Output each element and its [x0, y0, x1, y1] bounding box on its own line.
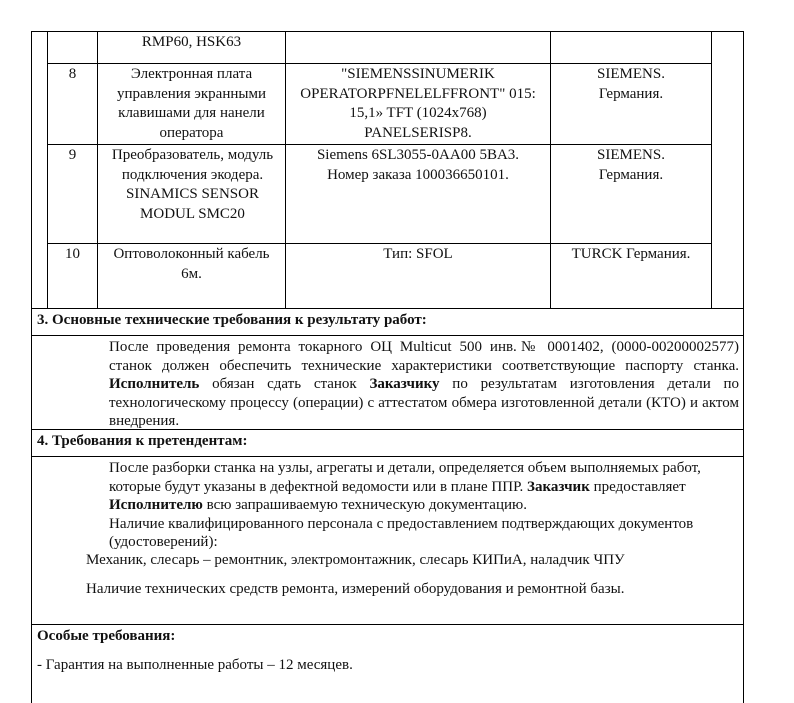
section4-heading-line	[31, 456, 744, 457]
row9-maker: SIEMENS. Германия.	[597, 147, 665, 183]
special-warranty: - Гарантия на выполненные работы – 12 месяцев.	[37, 657, 353, 673]
section3-customer: Заказчику	[369, 376, 440, 392]
section3-paragraph	[109, 338, 739, 431]
outer-border-left	[31, 31, 32, 703]
section4-customer: Заказчик	[527, 478, 590, 495]
section4-staff-text: Наличие квалифицированного персонала с предоставлением подтверждающих документов (удостоверений):	[109, 515, 694, 550]
section3-heading: 3. Основные технические требования к результату работ:	[37, 312, 427, 328]
row0-name: RMP60, HSK63	[141, 34, 242, 50]
section4-equipment: Наличие технических средств ремонта, измерений оборудования и ремонтной базы.	[86, 581, 625, 597]
section4-text-2: предоставляет	[589, 478, 686, 495]
row9-name: Преобразователь, модуль подключения экодера. SINAMICS SENSOR MODUL SMC20	[111, 147, 274, 222]
row-line-1	[47, 63, 712, 64]
row8-name: Электронная плата управления экранными клавишами для нанели оператора	[117, 66, 266, 141]
row9-num: 9	[68, 147, 77, 163]
row10-name: Оптоволоконный кабель 6м.	[113, 246, 270, 282]
section3-text-2: обязан сдать станок	[199, 376, 370, 392]
section4-contractor: Исполнителю	[109, 497, 203, 513]
row8-spec: "SIEMENSSINUMERIK OPERATORPFNELELFFRONT" 015: 15,1» TFT (1024x768) PANELSERISP8.	[300, 66, 536, 141]
row-line-3	[47, 243, 712, 244]
section3-text-1: После проведения ремонта токарного ОЦ Multicut 500 инв.№ 0001402, (0000-00200002577) станок должен обеспечить технические характеристики соответствующие паспорту станка.	[109, 339, 739, 374]
row10-maker: TURCK Германия.	[571, 246, 691, 262]
section4-text-3: всю запрашиваемую техническую документацию.	[202, 497, 527, 513]
special-top-line	[31, 624, 744, 625]
section4-staff-list: Механик, слесарь – ремонтник, электромонтажник, слесарь КИПиА, наладчик ЧПУ	[86, 552, 625, 568]
col-divider-3	[550, 31, 551, 308]
row8-num: 8	[68, 66, 77, 82]
section4-paragraph	[109, 459, 739, 552]
col-divider-2	[285, 31, 286, 308]
section3-text-3: по результатам изготовления детали по технологическому процессу (операции) с аттестатом обмера изготовленной детали (КТО) и актом внедрения.	[109, 376, 739, 429]
table-top-border	[31, 31, 744, 32]
section3-heading-line	[31, 335, 744, 336]
table-right-border	[711, 31, 712, 308]
section3-contractor: Исполнитель	[109, 376, 200, 392]
col-divider-1	[97, 31, 98, 308]
row10-num: 10	[65, 246, 80, 262]
section4-text-1: После разборки станка на узлы, агрегаты и детали, определяется объем выполняемых работ, которые будут указаны в дефектной ведомости или в плане ППР.	[109, 460, 701, 495]
outer-border-right	[743, 31, 744, 703]
row8-maker: SIEMENS. Германия.	[597, 66, 665, 102]
row9-spec: Siemens 6SL3055-0AA00 5BA3. Номер заказа 100036650101.	[316, 147, 520, 183]
row10-spec: Тип: SFOL	[383, 246, 453, 262]
special-heading: Особые требования:	[37, 628, 176, 644]
section3-top-line	[31, 308, 744, 309]
section4-heading: 4. Требования к претендентам:	[37, 433, 248, 449]
row-line-2	[47, 144, 712, 145]
